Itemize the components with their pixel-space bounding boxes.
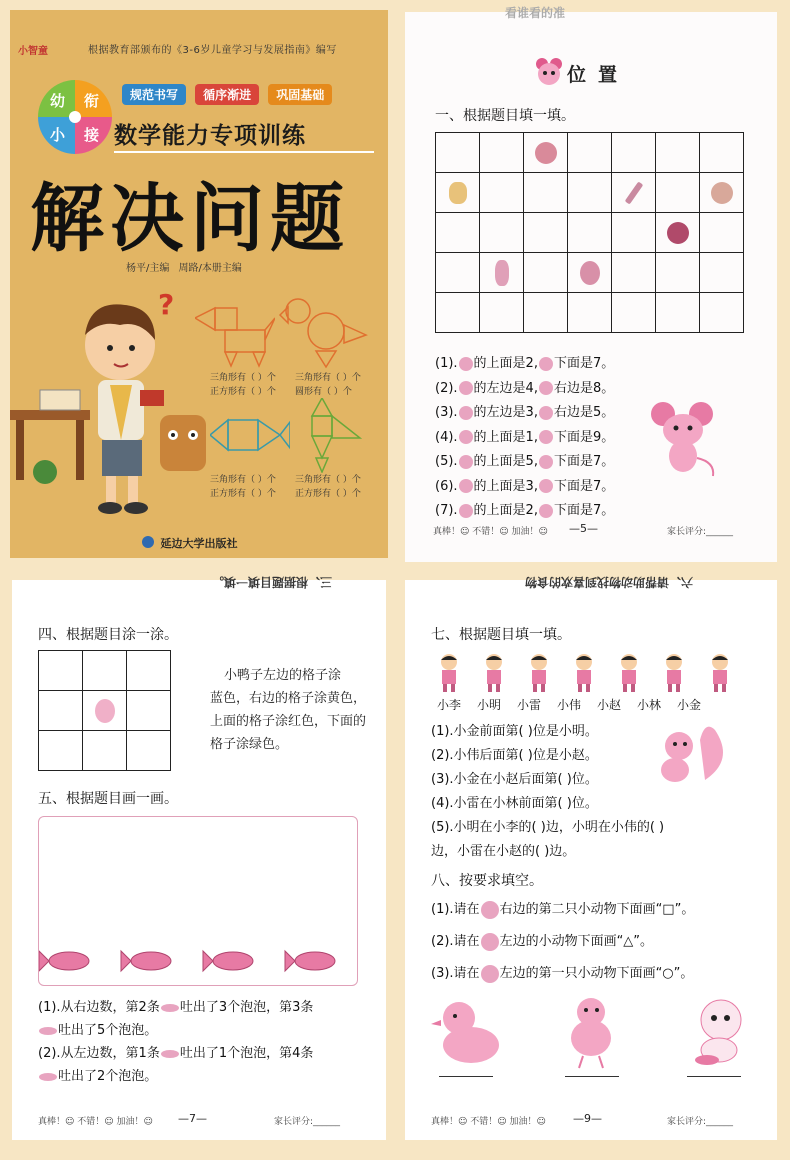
q2-circle: 圆形有（ ）个: [295, 387, 352, 397]
circle-char-3: 小: [50, 126, 66, 144]
cookie-icon: [711, 182, 733, 204]
pineapple-icon: [449, 182, 467, 204]
child-figure: [700, 652, 740, 696]
child-name: 小雷: [516, 698, 541, 712]
chick-figure-icon: [571, 998, 611, 1068]
q8-line: (1).请在 右边的第二只小动物下面画“□”。: [431, 902, 695, 917]
page5-top-partial: 看谁看的准: [505, 6, 566, 20]
icecream-icon: [539, 357, 553, 371]
icecream-icon: [459, 357, 473, 371]
instruction-line: 格子涂绿色。: [210, 737, 289, 752]
child-icon: [434, 652, 464, 692]
q4-tri: 三角形有（ ）个: [295, 475, 361, 485]
page7-top-partial: 三、根据题目填一填。: [212, 575, 333, 589]
page9-q8: [431, 894, 694, 990]
question-row: (7). 的上面是2, 下面是7。: [435, 503, 615, 518]
squirrel-icon: [645, 720, 735, 790]
child-figure: [654, 652, 694, 696]
ball-icon: [459, 406, 473, 420]
publisher: 延边大学出版社: [160, 537, 238, 550]
question-row: (5). 的上面是5, 下面是7。: [435, 454, 615, 469]
q2-tri: 三角形有（ ）个: [295, 373, 361, 383]
page7-instruction: [210, 664, 366, 756]
cover-intro: 根据教育部颁布的《3-6岁儿童学习与发展指南》编写: [88, 45, 337, 56]
q-line: (4).小雷在小林前面第( )位。: [431, 796, 598, 811]
duck-icon: [481, 901, 499, 919]
boy-illustration: [10, 290, 210, 520]
fan-icon: [459, 430, 473, 444]
page7-questions: [38, 996, 313, 1088]
child-icon: [569, 652, 599, 692]
instruction-line: 小鸭子左边的格子涂: [224, 668, 342, 683]
badge-row: [122, 84, 332, 105]
mouse-head-icon: [535, 56, 563, 88]
color-grid: [38, 650, 171, 771]
page5-parent-score: 家长评分:______: [667, 527, 734, 537]
page-7: [12, 575, 386, 1140]
puppy-icon: [481, 965, 499, 983]
q1-sq: 正方形有（ ）个: [210, 387, 276, 397]
fish-icon: [161, 1004, 179, 1012]
ball-icon: [539, 406, 553, 420]
pencil-icon: [539, 455, 553, 469]
child-name: 小伟: [556, 698, 581, 712]
page5-rating: 真棒！☺ 不错！☺ 加油！☺: [433, 527, 548, 537]
child-figure: [519, 652, 559, 696]
q1-line: 吐出了5个泡泡。: [38, 1019, 313, 1042]
page7-parent-score: 家长评分:______: [274, 1117, 341, 1127]
badge-foundation: 巩固基础: [268, 84, 332, 105]
question-row: (6). 的上面是3, 下面是7。: [435, 478, 615, 494]
fish-icon: [161, 1050, 179, 1058]
shape-dog-icon: [195, 298, 275, 368]
circle-char-4: 接: [84, 126, 100, 144]
chick-icon: [481, 933, 499, 951]
watermelon-ball-icon: [539, 504, 553, 518]
q3-tri: 三角形有（ ）个: [210, 475, 276, 485]
pencil-icon: [624, 181, 643, 204]
child-name: 小林: [636, 698, 661, 712]
cover-subtitle: 数学能力专项训练: [114, 123, 306, 149]
q1-line: (1).从右边数，第2条 吐出了3个泡泡，第3条: [38, 1000, 314, 1015]
badge-progressive: 循序渐进: [195, 84, 259, 105]
page5-number: —5—: [569, 522, 598, 535]
child-icon: [524, 652, 554, 692]
watermelon-ball-icon: [535, 142, 557, 164]
instruction-line: 上面的格子涂红色，下面的: [210, 714, 367, 729]
page-9: [405, 575, 777, 1140]
position-grid: [435, 132, 744, 333]
fish-icon: [39, 1027, 57, 1035]
q-line: (5).小明在小李的( )边，小明在小伟的( ): [431, 820, 665, 835]
q-line: (3).小金在小赵后面第( )位。: [431, 772, 598, 787]
duck-icon: [95, 699, 115, 723]
page-5: [405, 6, 777, 562]
q1-tri: 三角形有（ ）个: [210, 373, 276, 383]
animal-row: [431, 990, 761, 1070]
children-names: [429, 694, 709, 713]
child-figure: [474, 652, 514, 696]
child-figure: [609, 652, 649, 696]
child-icon: [705, 652, 735, 692]
fish-icon: [39, 1073, 57, 1081]
page5-section: 一、根据题目填一填。: [435, 108, 575, 124]
icecream-icon: [495, 260, 509, 286]
q2-line: 吐出了2个泡泡。: [38, 1065, 313, 1088]
answer-line[interactable]: [439, 1076, 493, 1077]
page5-title: 位置: [567, 64, 630, 86]
ball-icon: [667, 222, 689, 244]
question-row: (2). 的左边是4, 右边是8。: [435, 380, 615, 396]
fan-icon: [539, 430, 553, 444]
brand-logo: 小智童: [18, 46, 48, 57]
page9-number: —9—: [573, 1112, 602, 1125]
shape-crane-icon: [302, 398, 362, 473]
circle-char-1: 幼: [50, 92, 66, 110]
page7-number: —7—: [178, 1112, 207, 1125]
cover-authors: 杨平/主编 周路/本册主编: [126, 263, 242, 274]
question-row: (1). 的上面是2, 下面是7。: [435, 356, 615, 371]
question-mark: ?: [158, 288, 175, 321]
shape-bird-icon: [278, 295, 368, 370]
child-name: 小金: [676, 698, 701, 712]
page9-questions: [431, 720, 664, 864]
q8-line: (3).请在 左边的第一只小动物下面画“○”。: [431, 966, 694, 981]
mouse-mascot-icon: [643, 398, 723, 478]
ball-icon: [539, 479, 553, 493]
level-circle: [38, 80, 112, 154]
page9-parent-score: 家长评分:______: [667, 1117, 734, 1127]
page9-section7: 七、根据题目填一填。: [431, 627, 571, 643]
page9-rating: 真棒！☺ 不错！☺ 加油！☺: [431, 1117, 546, 1127]
pencil-icon: [459, 455, 473, 469]
q-line: (2).小伟后面第( )位是小赵。: [431, 748, 598, 763]
cover-title: 解决问题: [30, 176, 350, 262]
child-icon: [479, 652, 509, 692]
children-row: [429, 652, 740, 696]
grid-cell: [436, 133, 480, 173]
page7-section4: 四、根据题目涂一涂。: [38, 627, 178, 643]
puppy-figure-icon: [695, 1000, 741, 1065]
pencil-icon: [539, 381, 553, 395]
q2-line: (2).从左边数，第1条 吐出了1个泡泡，第4条: [38, 1046, 314, 1061]
fan-icon: [580, 261, 600, 285]
q8-line: (2).请在 左边的小动物下面画“△”。: [431, 934, 654, 949]
child-name: 小赵: [596, 698, 621, 712]
divider: [114, 151, 374, 153]
page9-top-partial: 六、请帮助动物找到喜欢的食物: [525, 575, 694, 589]
page7-section5: 五、根据题目画一画。: [38, 791, 178, 807]
child-figure: [564, 652, 604, 696]
question-row: (4). 的上面是1, 下面是9。: [435, 429, 615, 445]
child-name: 小李: [436, 698, 461, 712]
pencil-icon: [459, 381, 473, 395]
q-line: 边，小雷在小赵的( )边。: [431, 844, 576, 859]
q3-sq: 正方形有（ ）个: [210, 489, 276, 499]
child-icon: [614, 652, 644, 692]
answer-line[interactable]: [565, 1076, 619, 1077]
watermelon-ball-icon: [459, 504, 473, 518]
page9-section8: 八、按要求填空。: [431, 873, 543, 889]
duck-figure-icon: [431, 1002, 499, 1063]
fish-row: [39, 817, 359, 987]
child-icon: [659, 652, 689, 692]
page5-questions: [435, 352, 614, 524]
child-name: 小明: [476, 698, 501, 712]
q-line: (1).小金前面第( )位是小明。: [431, 724, 598, 739]
book-cover: [10, 10, 388, 558]
page7-rating: 真棒！☺ 不错！☺ 加油！☺: [38, 1117, 153, 1127]
badge-standard: 规范书写: [122, 84, 186, 105]
q4-sq: 正方形有（ ）个: [295, 489, 361, 499]
shape-fish-icon: [210, 410, 290, 465]
instruction-line: 蓝色，右边的格子涂黄色，: [210, 691, 367, 706]
question-row: (3). 的左边是3, 右边是5。: [435, 405, 615, 420]
answer-line[interactable]: [687, 1076, 741, 1077]
ball-icon: [459, 479, 473, 493]
circle-char-2: 衔: [84, 92, 100, 110]
child-figure: [429, 652, 469, 696]
draw-box[interactable]: [38, 816, 358, 986]
